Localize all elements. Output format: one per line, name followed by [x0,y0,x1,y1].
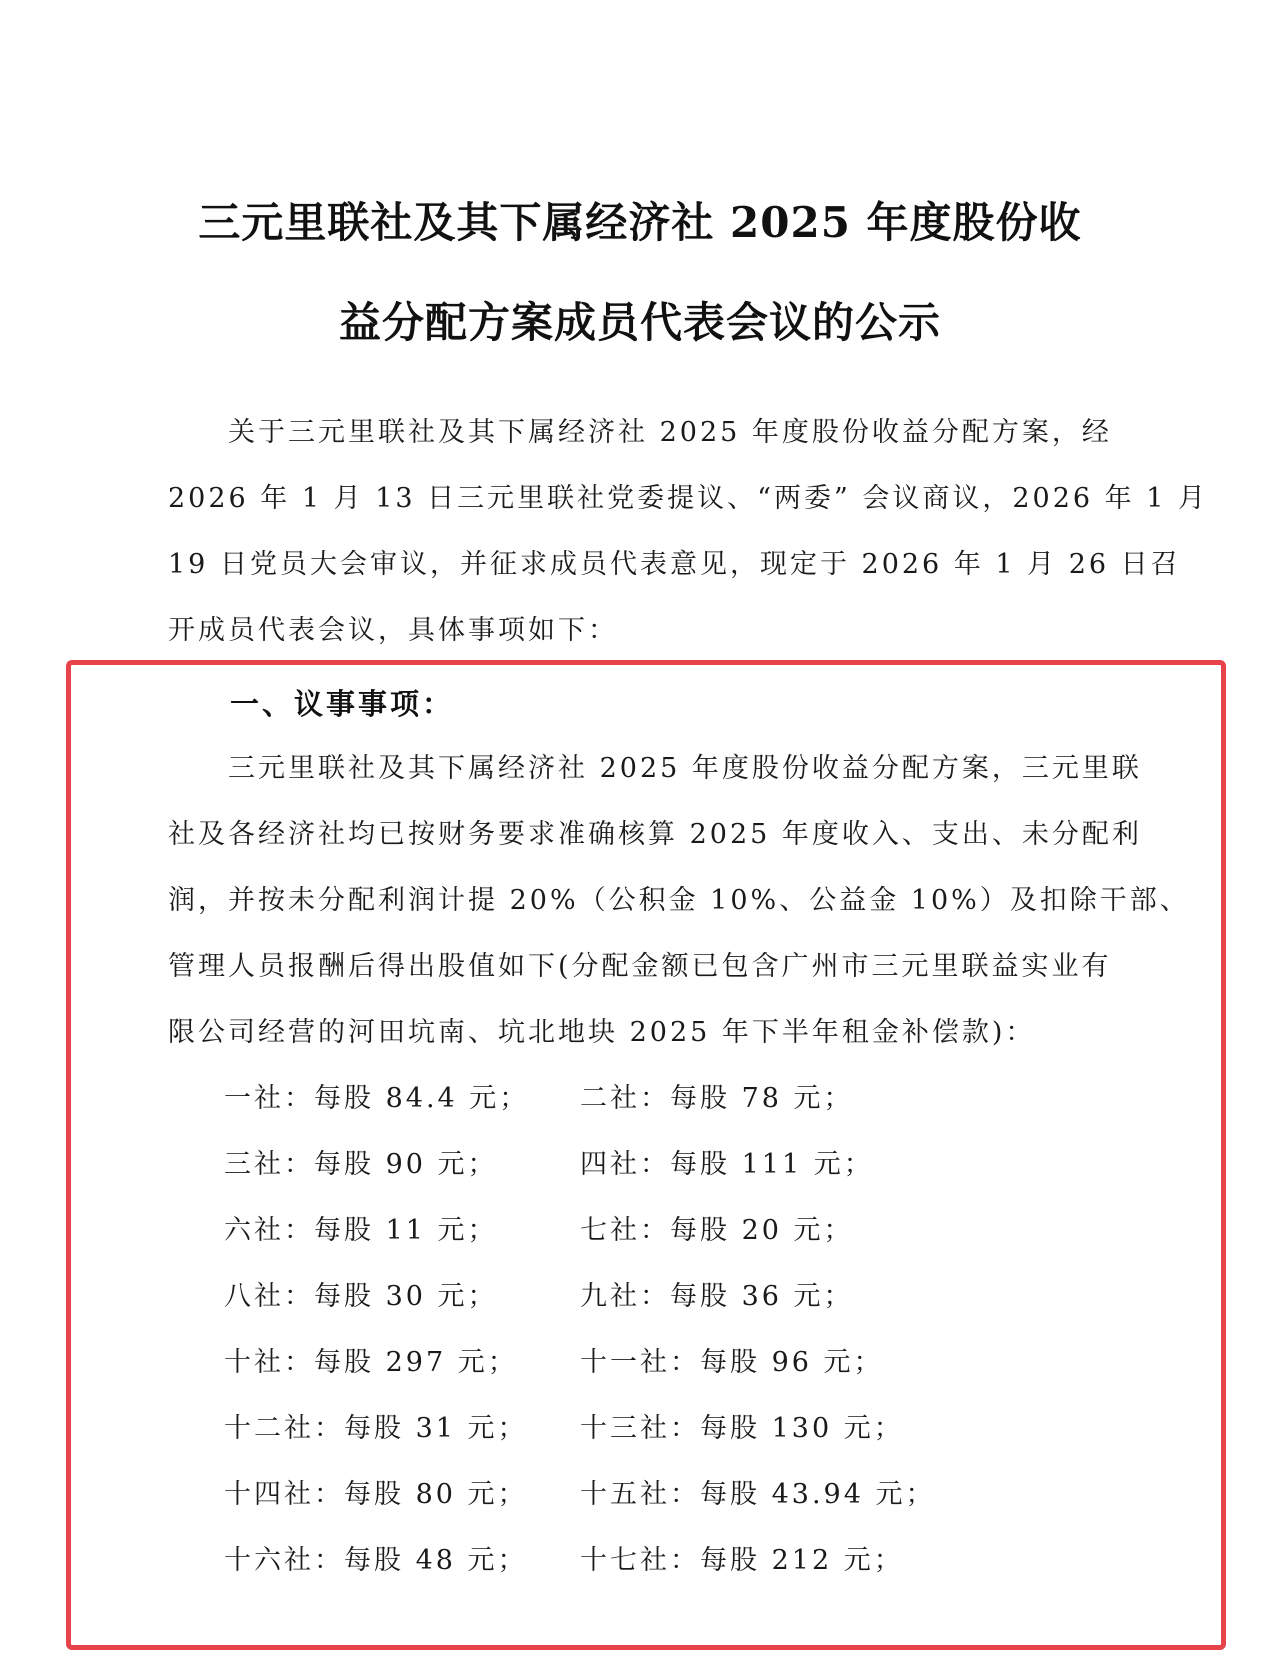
share-item: 十二社：每股 31 元； [224,1413,528,1444]
share-item: 十六社：每股 48 元； [224,1545,528,1576]
document-title-line-1: 三元里联社及其下属经济社 2025 年度股份收 [198,198,1082,247]
share-item: 六社：每股 11 元； [224,1215,498,1246]
share-item: 一社：每股 84.4 元； [224,1083,530,1114]
share-item: 十四社：每股 80 元； [224,1479,528,1510]
share-item: 十三社：每股 130 元； [580,1413,904,1444]
intro-line: 2026 年 1 月 13 日三元里联社党委提议、“两委” 会议商议，2026 年 1 月 [168,483,1208,514]
document-title-line-2: 益分配方案成员代表会议的公示 [338,298,941,347]
body-line: 润，并按未分配利润计提 20%（公积金 10%、公益金 10%）及扣除干部、 [168,885,1190,916]
share-item: 十一社：每股 96 元； [580,1347,884,1378]
share-item: 七社：每股 20 元； [580,1215,854,1246]
section-heading: 一、议事事项： [230,687,455,721]
share-item: 九社：每股 36 元； [580,1281,854,1312]
intro-line: 开成员代表会议，具体事项如下： [168,615,618,646]
share-item: 三社：每股 90 元； [224,1149,498,1180]
intro-line: 19 日党员大会审议，并征求成员代表意见，现定于 2026 年 1 月 26 日召 [168,549,1181,580]
body-line: 管理人员报酬后得出股值如下(分配金额已包含广州市三元里联益实业有 [168,951,1112,982]
body-line: 三元里联社及其下属经济社 2025 年度股份收益分配方案，三元里联 [228,753,1142,784]
share-item: 十五社：每股 43.94 元； [580,1479,936,1510]
share-item: 八社：每股 30 元； [224,1281,498,1312]
body-line: 限公司经营的河田坑南、坑北地块 2025 年下半年租金补偿款)： [168,1017,1036,1048]
share-item: 十七社：每股 212 元； [580,1545,904,1576]
intro-line: 关于三元里联社及其下属经济社 2025 年度股份收益分配方案，经 [228,417,1112,448]
share-item: 十社：每股 297 元； [224,1347,518,1378]
share-item: 二社：每股 78 元； [580,1083,854,1114]
body-line: 社及各经济社均已按财务要求准确核算 2025 年度收入、支出、未分配利 [168,819,1142,850]
share-item: 四社：每股 111 元； [580,1149,874,1180]
